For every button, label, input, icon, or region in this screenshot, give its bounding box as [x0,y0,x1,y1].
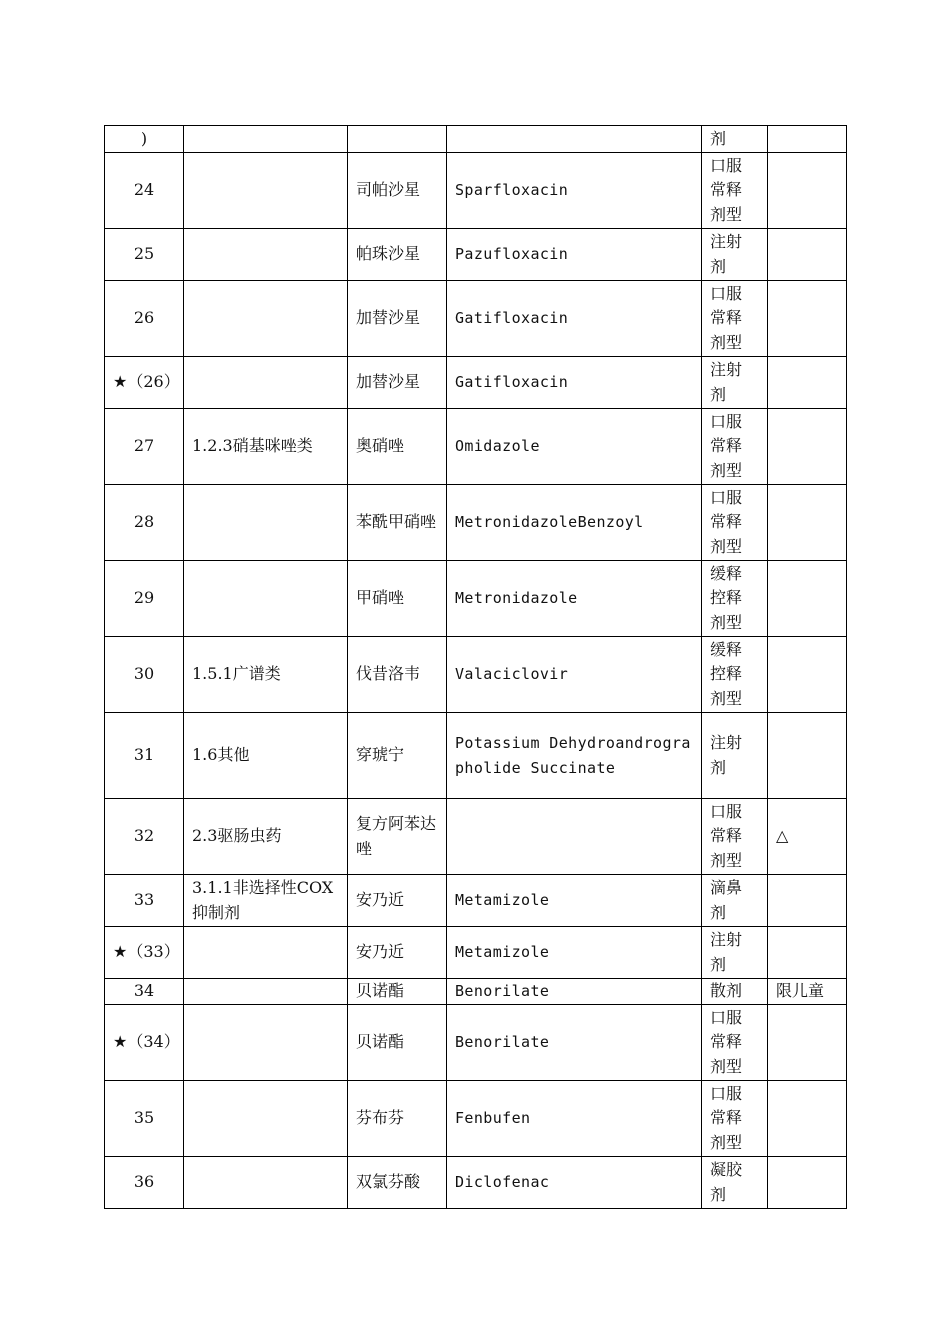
dosage-form-line: 散剂 [710,981,743,1001]
drug-name-cn-cell: 安乃近 [348,927,447,979]
drug-name-cn-cell: 芬布芬 [348,1081,447,1157]
table-row [105,637,847,713]
row-number-cell: 36 [105,1157,184,1209]
dosage-form-line: 常释 [710,1032,743,1052]
dosage-form-line: 控释 [710,588,743,608]
dosage-form-line: 剂型 [710,204,743,224]
table-row [105,1005,847,1081]
dosage-form-cell [702,485,768,561]
table-row [105,1081,847,1157]
dosage-form-line: 控释 [710,664,743,684]
category-cell: 3.1.1非选择性COX抑制剂 [184,875,348,927]
note-cell [768,927,847,979]
table-row [105,357,847,409]
drug-name-en-cell: Gatifloxacin [447,281,702,357]
row-number-cell: 29 [105,561,184,637]
dosage-form-line: 缓释 [710,639,743,659]
category-cell [184,229,348,281]
table-row [105,927,847,979]
drug-name-cn-cell: 奥硝唑 [348,409,447,485]
row-number-cell: 31 [105,713,184,799]
row-number-cell: 30 [105,637,184,713]
dosage-form-cell [702,927,768,979]
drug-name-en-cell: Benorilate [447,979,702,1005]
dosage-form-line: 常释 [710,826,743,846]
table-row [105,799,847,875]
drug-table-body [105,126,847,1209]
row-number-cell: 28 [105,485,184,561]
dosage-form-line: 剂型 [710,460,743,480]
drug-name-en-cell: Valaciclovir [447,637,702,713]
category-cell [184,281,348,357]
dosage-form-cell [702,1005,768,1081]
category-cell [184,126,348,153]
drug-name-cn-cell: 安乃近 [348,875,447,927]
drug-name-cn-cell: 苯酰甲硝唑 [348,485,447,561]
dosage-form-line: 注射 [710,930,743,949]
dosage-form-line: 常释 [710,180,743,200]
dosage-form-cell [702,281,768,357]
row-number-cell: 32 [105,799,184,875]
drug-name-en-cell [447,799,702,875]
row-number-cell: 24 [105,153,184,229]
note-cell: 限儿童 [768,979,847,1005]
note-cell [768,637,847,713]
dosage-form-line: 注射 [710,733,743,752]
drug-name-cn-cell: 帕珠沙星 [348,229,447,281]
drug-name-cn-cell: 加替沙星 [348,281,447,357]
dosage-form-cell [702,1157,768,1209]
table-row [105,561,847,637]
dosage-form-line: 剂型 [710,1132,743,1152]
note-cell [768,875,847,927]
dosage-form-line: 剂型 [710,850,743,870]
category-cell [184,979,348,1005]
dosage-form-line: 凝胶 [710,1160,743,1179]
drug-name-cn-cell: 贝诺酯 [348,1005,447,1081]
drug-name-en-cell: Benorilate [447,1005,702,1081]
drug-name-en-cell: Pazufloxacin [447,229,702,281]
table-row [105,875,847,927]
note-cell [768,357,847,409]
category-cell: 1.2.3硝基咪唑类 [184,409,348,485]
dosage-form-line: 剂 [710,384,727,404]
table-row [105,229,847,281]
drug-name-cn-cell: 穿琥宁 [348,713,447,799]
row-number-cell: 33 [105,875,184,927]
dosage-form-line: 剂型 [710,536,743,556]
note-cell [768,126,847,153]
drug-name-cn-cell: 甲硝唑 [348,561,447,637]
category-cell [184,153,348,229]
dosage-form-cell [702,153,768,229]
table-row [105,409,847,485]
dosage-form-cell [702,409,768,485]
row-number-cell: 25 [105,229,184,281]
note-cell: △ [768,799,847,875]
dosage-form-line: 剂 [710,1184,727,1204]
dosage-form-line: 滴鼻 [710,878,743,897]
row-number-cell: 34 [105,979,184,1005]
category-cell: 2.3驱肠虫药 [184,799,348,875]
note-cell [768,281,847,357]
row-number-cell: ★（26） [105,357,184,409]
dosage-form-line: 剂型 [710,688,743,708]
dosage-form-cell [702,357,768,409]
dosage-form-line: 口服 [710,155,743,175]
table-row [105,153,847,229]
drug-name-en-cell: Omidazole [447,409,702,485]
dosage-form-line: 剂型 [710,332,743,352]
dosage-form-cell [702,799,768,875]
category-cell [184,1005,348,1081]
dosage-form-cell [702,875,768,927]
dosage-form-cell [702,229,768,281]
row-number-cell: ) [105,126,184,153]
table-row [105,126,847,153]
dosage-form-cell [702,713,768,799]
dosage-form-line: 剂 [710,954,727,974]
table-row [105,979,847,1005]
drug-name-en-cell: Metronidazole [447,561,702,637]
dosage-form-line: 缓释 [710,563,743,583]
dosage-form-line: 常释 [710,512,743,532]
category-cell: 1.6其他 [184,713,348,799]
drug-name-cn-cell: 伐昔洛韦 [348,637,447,713]
drug-name-en-cell: Metamizole [447,927,702,979]
dosage-form-line: 剂 [710,757,727,777]
category-cell [184,927,348,979]
note-cell [768,1157,847,1209]
note-cell [768,1081,847,1157]
category-cell [184,1081,348,1157]
table-row [105,713,847,799]
row-number-cell: 26 [105,281,184,357]
row-number-cell: 27 [105,409,184,485]
dosage-form-cell [702,126,768,153]
drug-name-cn-cell: 司帕沙星 [348,153,447,229]
dosage-form-line: 常释 [710,308,743,328]
dosage-form-line: 口服 [710,1083,743,1103]
table-row [105,485,847,561]
note-cell [768,561,847,637]
dosage-form-line: 口服 [710,487,743,507]
note-cell [768,1005,847,1081]
dosage-form-line: 常释 [710,1108,743,1128]
category-cell [184,1157,348,1209]
category-cell [184,485,348,561]
dosage-form-line: 口服 [710,411,743,431]
dosage-form-line: 剂型 [710,612,743,632]
drug-name-en-cell: Sparfloxacin [447,153,702,229]
drug-name-en-cell: Potassium Dehydroandrographolide Succinate [447,713,702,799]
dosage-form-line: 剂型 [710,1056,743,1076]
drug-name-cn-cell: 双氯芬酸 [348,1157,447,1209]
row-number-cell: ★（33） [105,927,184,979]
dosage-form-line: 剂 [710,902,727,922]
note-cell [768,713,847,799]
note-cell [768,409,847,485]
drug-name-cn-cell: 复方阿苯达唑 [348,799,447,875]
dosage-form-cell [702,561,768,637]
drug-name-en-cell: Fenbufen [447,1081,702,1157]
dosage-form-cell [702,979,768,1005]
table-row [105,281,847,357]
drug-name-en-cell [447,126,702,153]
dosage-form-line: 口服 [710,801,743,821]
dosage-form-line: 注射 [710,232,743,251]
drug-name-en-cell: Diclofenac [447,1157,702,1209]
row-number-cell: ★（34） [105,1005,184,1081]
table-row [105,1157,847,1209]
dosage-form-cell [702,1081,768,1157]
dosage-form-line: 注射 [710,360,743,379]
drug-name-en-cell: Gatifloxacin [447,357,702,409]
category-cell [184,357,348,409]
dosage-form-line: 口服 [710,283,743,303]
dosage-form-line: 剂 [710,256,727,276]
note-cell [768,485,847,561]
note-cell [768,229,847,281]
dosage-form-cell [702,637,768,713]
dosage-form-line: 剂 [710,128,727,148]
drug-name-cn-cell [348,126,447,153]
dosage-form-line: 口服 [710,1007,743,1027]
category-cell: 1.5.1广谱类 [184,637,348,713]
dosage-form-line: 常释 [710,436,743,456]
note-cell [768,153,847,229]
category-cell [184,561,348,637]
drug-table [104,125,847,1209]
drug-name-cn-cell: 贝诺酯 [348,979,447,1005]
drug-name-cn-cell: 加替沙星 [348,357,447,409]
drug-name-en-cell: Metamizole [447,875,702,927]
row-number-cell: 35 [105,1081,184,1157]
drug-name-en-cell: MetronidazoleBenzoyl [447,485,702,561]
